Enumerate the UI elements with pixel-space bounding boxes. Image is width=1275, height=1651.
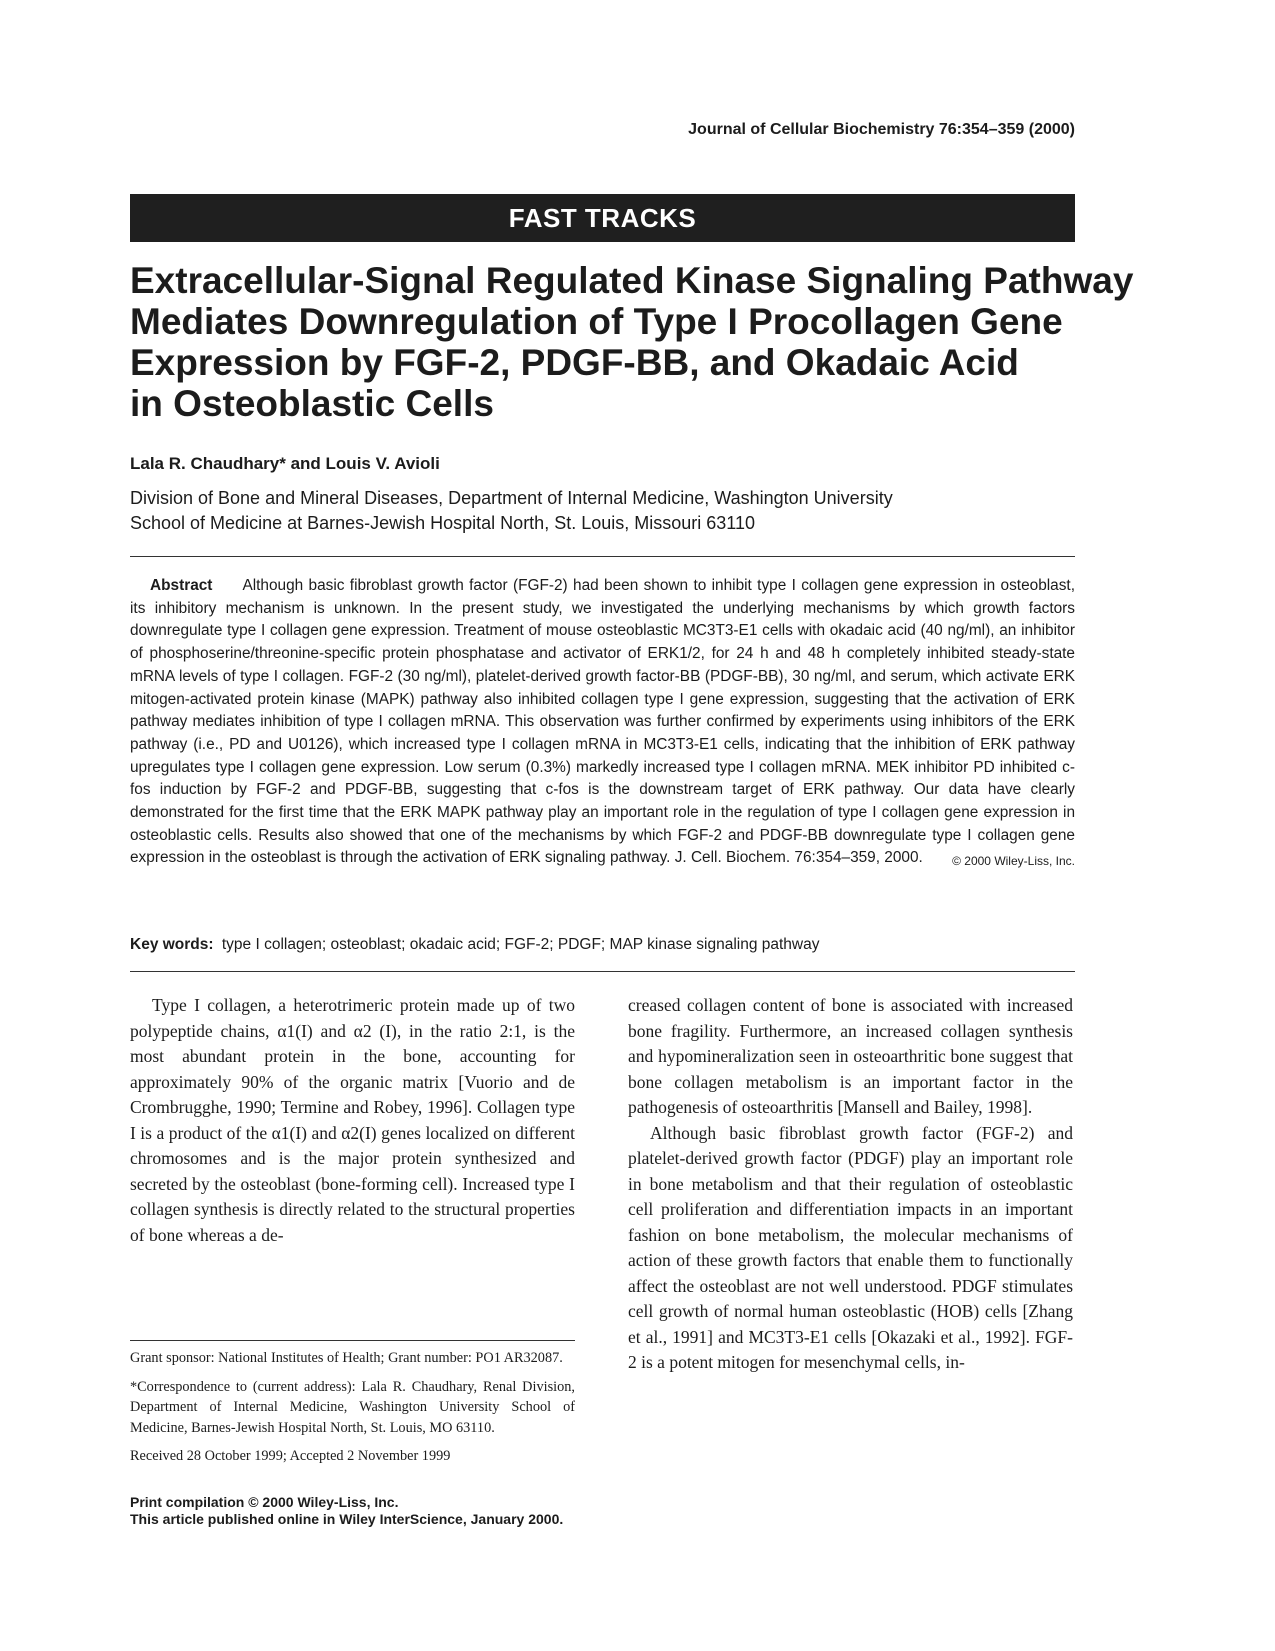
publisher-imprint <box>130 1494 563 1528</box>
body-paragraph: Type I collagen, a heterotrimeric protein made up of two polypeptide chains, α1(I) and α2 (I), in the ratio 2:1, is the most abundant protein in the bone, accounting for approximately 90% of the organic matrix [Vuorio and de Crombrugghe, 1990; Termine and Robey, 1996]. Collagen type I is a product of the α1(I) and α2(I) genes localized on different chromosomes and is the major protein synthesized and secreted by the osteoblast (bone-forming cell). Increased type I collagen synthesis is directly related to the structural properties of bone whereas a de- <box>130 995 575 1245</box>
footnote-divider <box>130 1340 575 1341</box>
abstract <box>130 575 1075 873</box>
title-line: Extracellular-Signal Regulated Kinase Signaling Pathway <box>130 260 1134 301</box>
affiliation-line: Division of Bone and Mineral Diseases, Department of Internal Medicine, Washington University <box>130 488 893 508</box>
section-banner: FAST TRACKS <box>130 194 1075 242</box>
imprint-line: Print compilation © 2000 Wiley-Liss, Inc. <box>130 1494 399 1510</box>
keywords-label: Key words: <box>130 936 214 953</box>
body-column-right <box>628 993 1073 1376</box>
article-title <box>130 260 1134 424</box>
abstract-text: Although basic fibroblast growth factor (FGF-2) had been shown to inhibit type I collagen gene expression in osteoblast, its inhibitory mechanism is unknown. In the present study, we investigated the underlying mechanisms by which growth factors downregulate type I collagen gene expression. Treatment of mouse osteoblastic MC3T3-E1 cells with okadaic acid (40 ng/ml), an inhibitor of phosphoserine/threonine-specific protein phosphatase and activator of ERK1/2, for 24 h and 48 h completely inhibited steady-state mRNA levels of type I collagen. FGF-2 (30 ng/ml), platelet-derived growth factor-BB (PDGF-BB), 30 ng/ml, and serum, which activate ERK mitogen-activated protein kinase (MAPK) pathway also inhibited collagen type I gene expression, suggesting that the activation of ERK pathway mediates inhibition of type I collagen mRNA. This observation was further confirmed by experiments using inhibitors of the ERK pathway (i.e., PD and U0126), which increased type I collagen mRNA in MC3T3-E1 cells, indicating that the inhibition of ERK pathway upregulates type I collagen gene expression. Low serum (0.3%) markedly increased type I collagen mRNA. MEK inhibitor PD inhibited c-fos induction by FGF-2 and PDGF-BB, suggesting that c-fos is the downstream target of ERK pathway. Our data have clearly demonstrated for the first time that the ERK MAPK pathway play an important role in the regulation of type I collagen gene expression in osteoblastic cells. Results also showed that one of the mechanisms by which FGF-2 and PDGF-BB downregulate type I collagen gene expression in the osteoblast is through the activation of ERK signaling pathway. J. Cell. Biochem. 76:354–359, 2000. <box>130 577 1075 867</box>
title-line: in Osteoblastic Cells <box>130 383 494 424</box>
abstract-copyright: © 2000 Wiley-Liss, Inc. <box>952 854 1075 869</box>
affiliation-line: School of Medicine at Barnes-Jewish Hospital North, St. Louis, Missouri 63110 <box>130 513 755 533</box>
keywords-text: type I collagen; osteoblast; okadaic acid; FGF-2; PDGF; MAP kinase signaling pathway <box>221 936 820 953</box>
body-paragraph: Although basic fibroblast growth factor (FGF-2) and platelet-derived growth factor (PDGF) play an important role in bone metabolism and that their regulation of osteoblastic cell proliferation and differentiation impacts in an important fashion on bone metabolism, the molecular mechanisms of action of these growth factors that enable them to functionally affect the osteoblast are not well understood. PDGF stimulates cell growth of normal human osteoblastic (HOB) cells [Zhang et al., 1991] and MC3T3-E1 cells [Okazaki et al., 1992]. FGF-2 is a potent mitogen for mesenchymal cells, in- <box>628 1122 1073 1372</box>
body-paragraph: creased collagen content of bone is associated with increased bone fragility. Furthermore, an increased collagen synthesis and hypomineralization seen in osteoarthritic bone suggest that bone collagen metabolism is an important factor in the pathogenesis of osteoarthritis [Mansell and Bailey, 1998]. <box>628 995 1073 1117</box>
divider <box>130 556 1075 557</box>
divider <box>130 971 1075 972</box>
title-line: Expression by FGF-2, PDGF-BB, and Okadaic Acid <box>130 342 1019 383</box>
imprint-line: This article published online in Wiley InterScience, January 2000. <box>130 1511 564 1527</box>
journal-citation: Journal of Cellular Biochemistry 76:354–359 (2000) <box>688 121 1075 138</box>
title-line: Mediates Downregulation of Type I Procollagen Gene <box>130 301 1063 342</box>
abstract-label: Abstract <box>150 577 213 594</box>
footnote-correspondence: *Correspondence to (current address): Lala R. Chaudhary, Renal Division, Department of Internal Medicine, Washington University School of Medicine, Barnes-Jewish Hospital North, St. Louis, MO 63110. <box>130 1378 575 1436</box>
author-list: Lala R. Chaudhary* and Louis V. Avioli <box>130 454 440 473</box>
footnotes <box>130 1348 575 1475</box>
affiliation <box>130 486 1075 536</box>
keywords <box>130 936 820 954</box>
body-column-left <box>130 993 575 1248</box>
footnote-received: Received 28 October 1999; Accepted 2 November 1999 <box>130 1448 451 1464</box>
footnote-grant: Grant sponsor: National Institutes of Health; Grant number: PO1 AR32087. <box>130 1350 563 1366</box>
